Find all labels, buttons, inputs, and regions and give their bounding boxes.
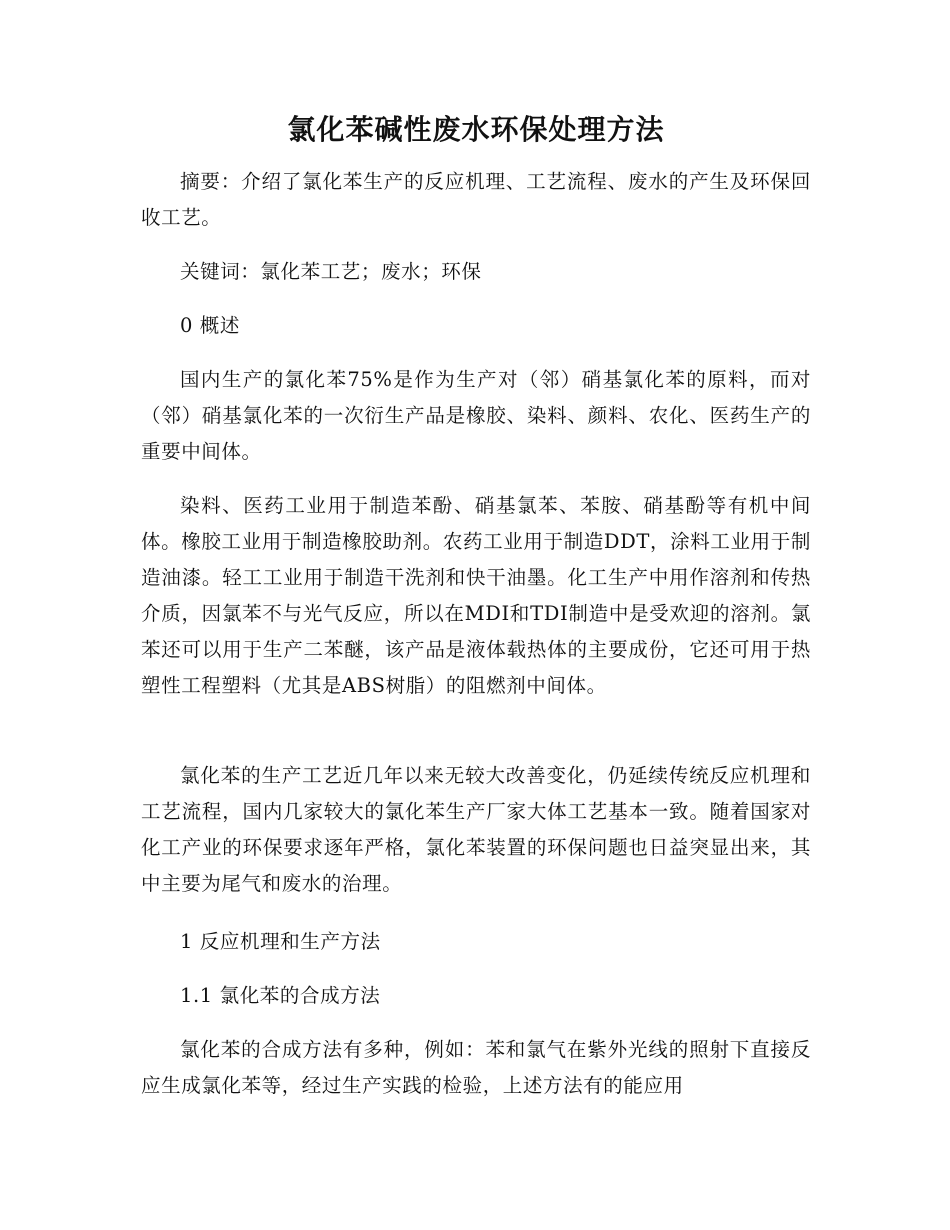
abstract-paragraph	[141, 164, 811, 236]
section-heading-1-1: 1.1 氯化苯的合成方法	[180, 984, 381, 1007]
keywords-label: 关键词：	[180, 260, 261, 283]
section-1-1-paragraph-1: 氯化苯的合成方法有多种，例如：苯和氯气在紫外光线的照射下直接反应生成氯化苯等，经过生产实践的检验，上述方法有的能应用	[141, 1038, 811, 1097]
keywords-text: 氯化苯工艺；废水；环保	[260, 260, 482, 283]
abstract-label: 摘要：	[180, 170, 242, 193]
overview-paragraph-2: 染料、医药工业用于制造苯酚、硝基氯苯、苯胺、硝基酚等有机中间体。橡胶工业用于制造橡胶助剂。农药工业用于制造DDT，涂料工业用于制造油漆。轻工工业用于制造干洗剂和快干油墨。化工生产中用作溶剂和传热介质，因氯苯不与光气反应，所以在MDI和TDI制造中是受欢迎的溶剂。氯苯还可以用于生产二苯醚，该产品是液体载热体的主要成份，它还可用于热塑性工程塑料（尤其是ABS树脂）的阻燃剂中间体。	[141, 494, 811, 697]
overview-paragraph-3: 氯化苯的生产工艺近几年以来无较大改善变化，仍延续传统反应机理和工艺流程，国内几家较大的氯化苯生产厂家大体工艺基本一致。随着国家对化工产业的环保要求逐年严格，氯化苯装置的环保问题也日益突显出来，其中主要为尾气和废水的治理。	[141, 764, 811, 895]
document-title: 氯化苯碱性废水环保处理方法	[287, 113, 665, 146]
section-heading-overview: 0 概述	[180, 314, 241, 337]
keywords-paragraph	[141, 254, 811, 290]
overview-paragraph-1: 国内生产的氯化苯75%是作为生产对（邻）硝基氯化苯的原料，而对（邻）硝基氯化苯的一次衍生产品是橡胶、染料、颜料、农化、医药生产的重要中间体。	[141, 368, 811, 463]
abstract-text: 介绍了氯化苯生产的反应机理、工艺流程、废水的产生及环保回收工艺。	[141, 170, 811, 229]
section-heading-1: 1 反应机理和生产方法	[180, 930, 381, 953]
